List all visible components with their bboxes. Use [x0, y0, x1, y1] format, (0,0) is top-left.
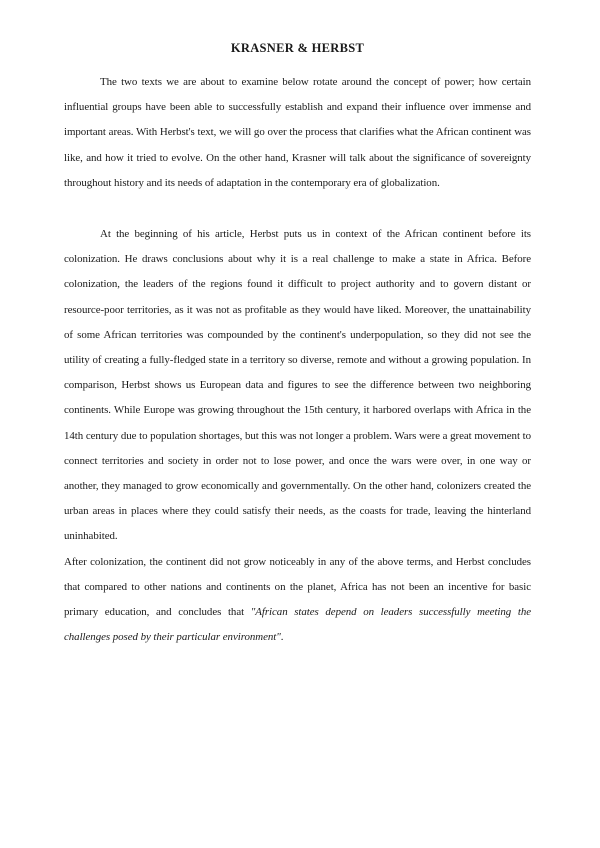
- paragraph-end-punctuation: .: [280, 631, 284, 644]
- herbst-quote: "African states depend on leaders successfully meeting the challenges posed by their particular environment": [64, 606, 531, 644]
- paragraph-conclusion-text: After colonization, the continent did not grow noticeably in any of the above terms, and Herbst concludes that compared to other nations and continents on the planet, Africa has not been an incentive for basic primary education, and concludes that: [64, 555, 531, 619]
- paragraph-spacer: [64, 196, 531, 222]
- paragraph-herbst-context: At the beginning of his article, Herbst puts us in context of the African continent before its colonization. He draws conclusions about why it is a real challenge to make a state in Africa. Before colonization, the leaders of the regions found it difficult to project authority and to govern distant or resource-poor territories, as it was not as profitable as they would have liked. Moreover, the unattainability of some African territories was compounded by the continent's underpopulation, so they did not see the utility of creating a fully-fledged state in a territory so diverse, remote and without a growing population. In comparison, Herbst shows us European data and figures to see the difference between two neighboring continents. While Europe was growing throughout the 15th century, it harbored overlaps with Africa in the 14th century due to population shortages, but this was not longer a problem. Wars were a great movement to connect territories and society in order not to lose power, and once the wars were over, in one way or another, they managed to grow economically and governmentally. On the other hand, colonizers created the urban areas in places where they could satisfy their needs, as the coasts for trade, leaving the hinterland uninhabited.: [64, 228, 531, 543]
- paragraph-after-colonization: [64, 550, 531, 651]
- document-title: KRASNER & HERBST: [230, 41, 365, 55]
- paragraph-intro: The two texts we are about to examine below rotate around the concept of power; how certain influential groups have been able to successfully establish and expand their influence over immense and important areas. With Herbst's text, we will go over the process that clarifies what the African continent was like, and how it tried to evolve. On the other hand, Krasner will talk about the significance of sovereignty throughout history and its needs of adaptation in the contemporary era of globalization.: [64, 76, 531, 189]
- document-page: [64, 40, 531, 650]
